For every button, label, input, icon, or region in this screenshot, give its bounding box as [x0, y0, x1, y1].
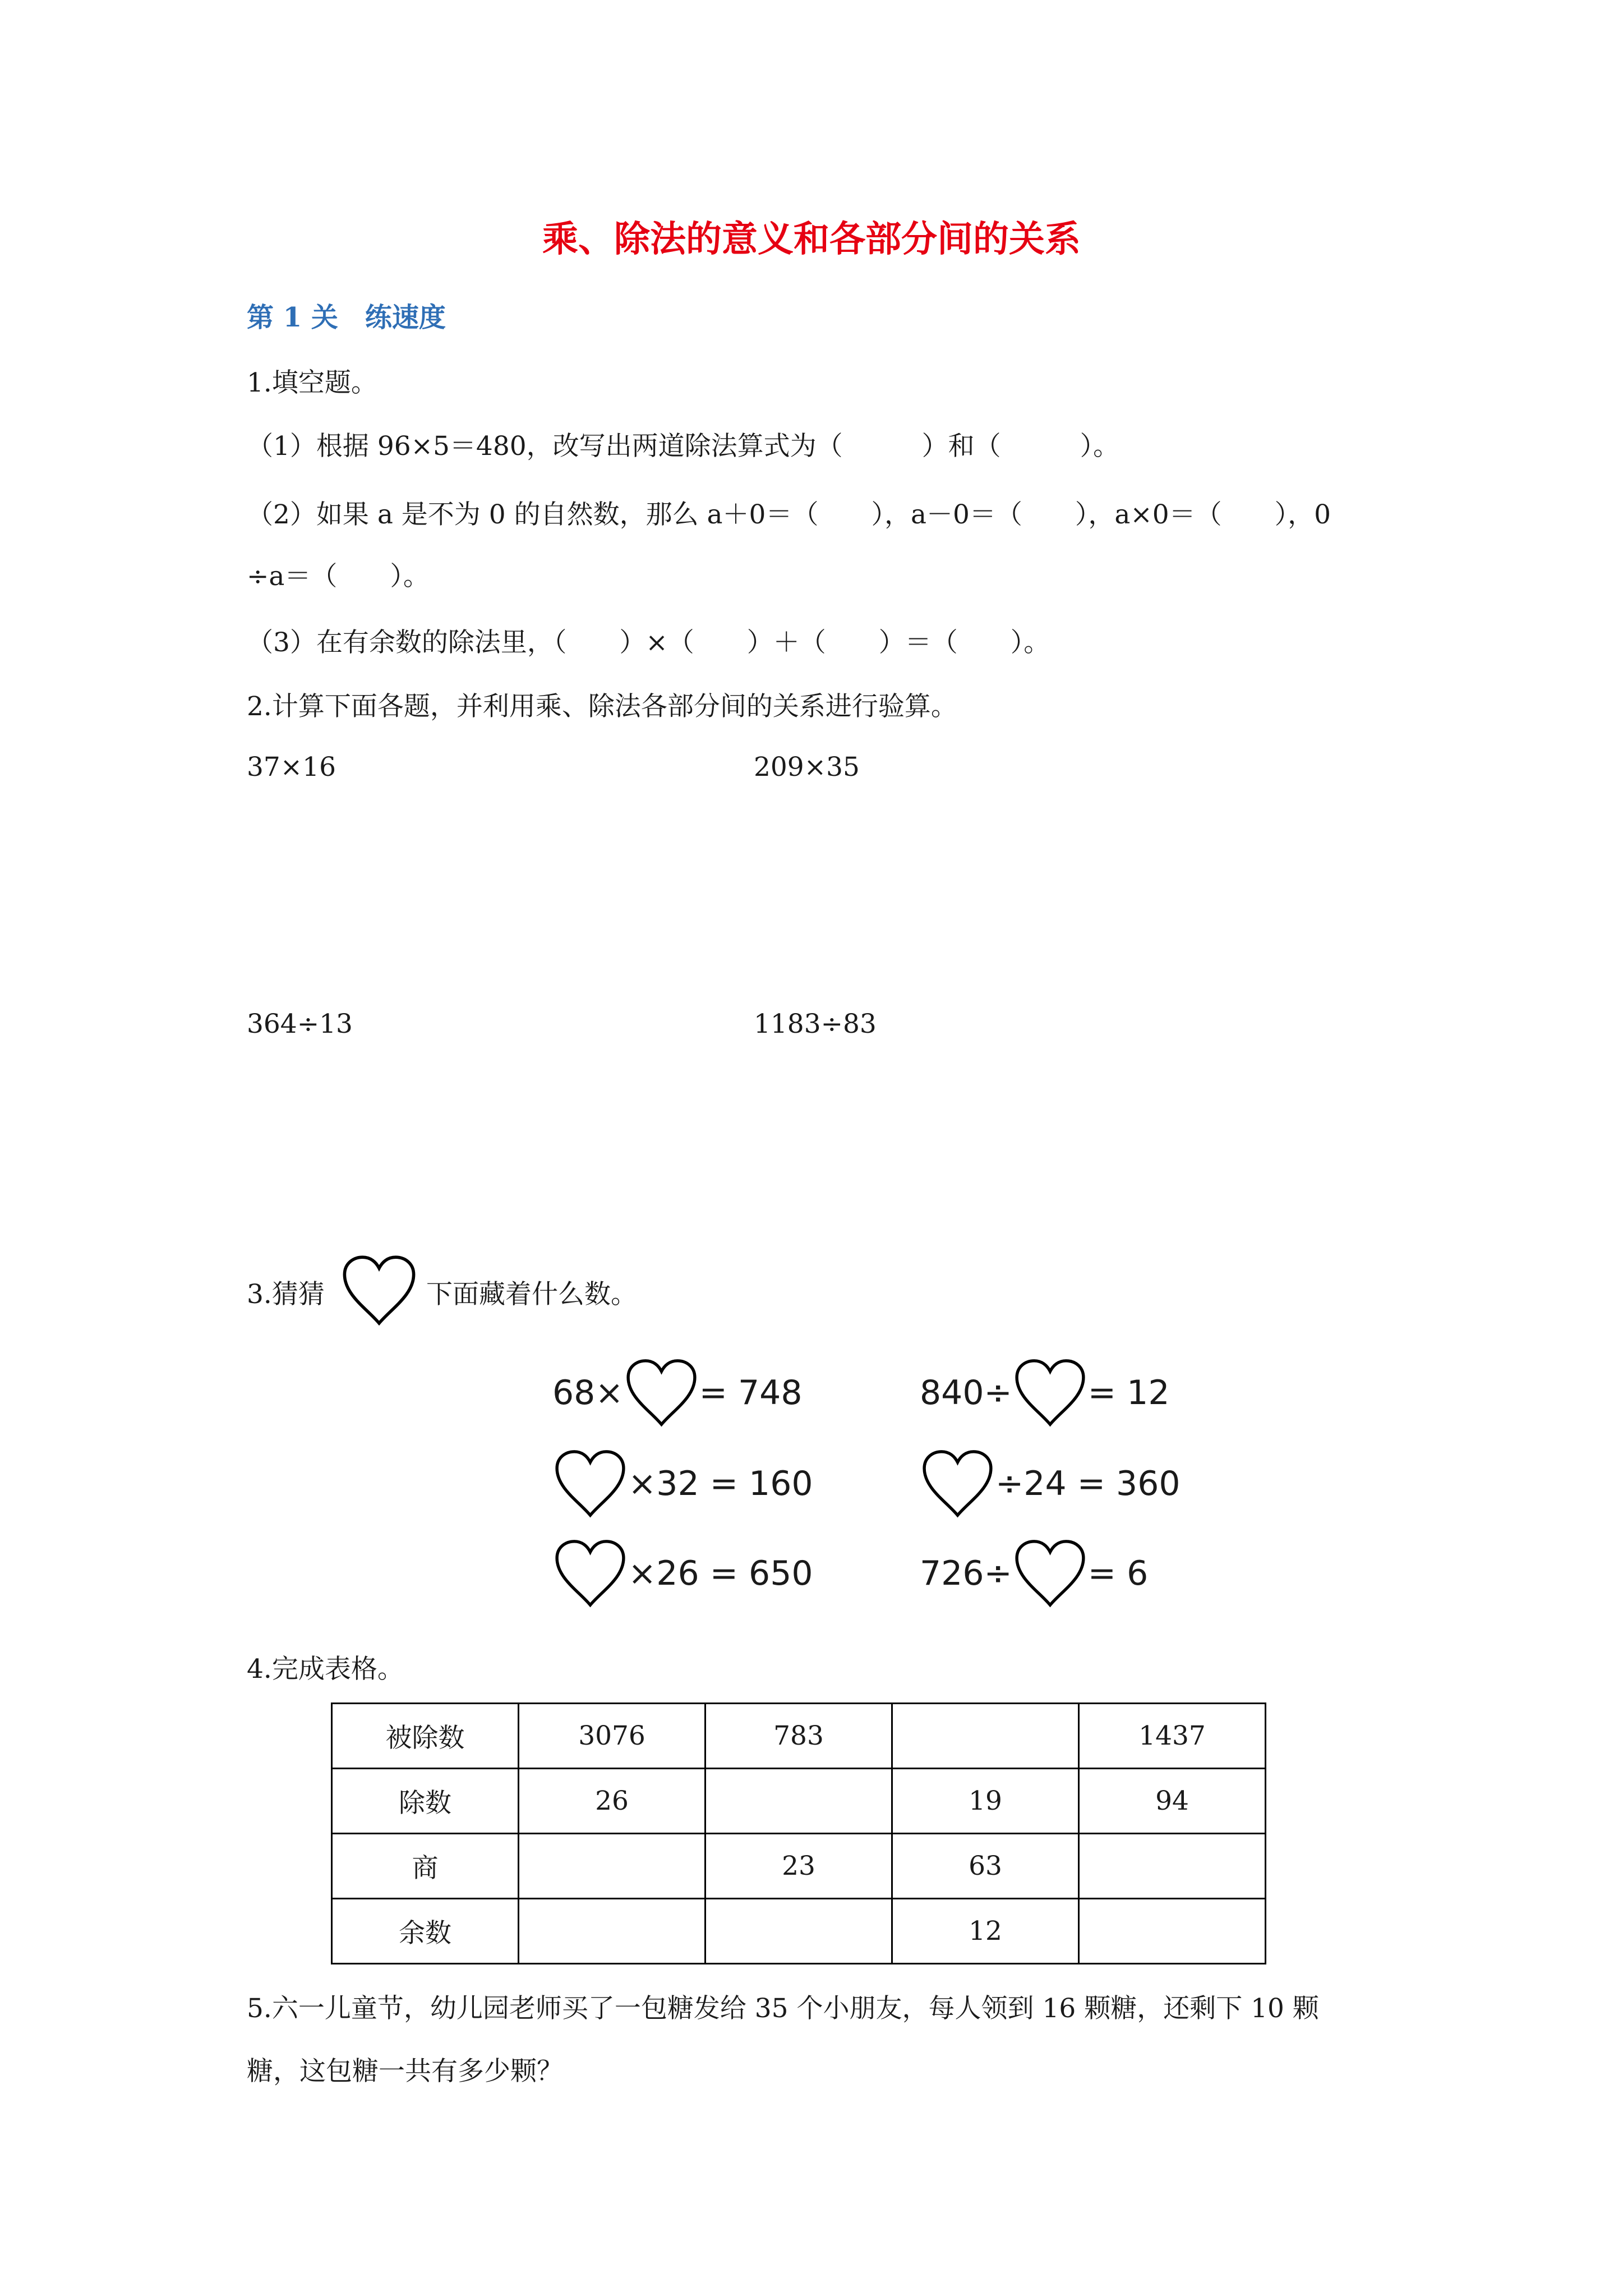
table-cell[interactable]: [706, 1899, 892, 1964]
q2-heading: 2.计算下面各题，并利用乘、除法各部分间的关系进行验算。: [247, 691, 957, 722]
q3-equation-6: [920, 1538, 1148, 1608]
heart-outline-icon: [552, 1538, 628, 1608]
q2-item-3: 364÷13: [247, 1009, 353, 1039]
table-cell[interactable]: 19: [892, 1769, 1079, 1834]
heart-outline-icon: [920, 1448, 995, 1519]
row-label-remainder: 余数: [332, 1899, 519, 1964]
equation-suffix: = 748: [699, 1373, 803, 1412]
q1-part1: （1）根据 96×5＝480，改写出两道除法算式为（ ）和（ ）。: [247, 431, 1120, 462]
q3-heading-before: 3.猜猜: [247, 1279, 325, 1310]
section-heading: 第 1 关 练速度: [247, 302, 446, 333]
equation-prefix: 840÷: [920, 1373, 1012, 1412]
q3-heading-after: 下面藏着什么数。: [426, 1279, 637, 1310]
table-row: [332, 1769, 1266, 1834]
q5-line2: 糖，这包糖一共有多少颗？: [247, 2056, 563, 2087]
table-cell[interactable]: 12: [892, 1899, 1079, 1964]
q3-equation-2: [920, 1358, 1170, 1428]
heart-outline-icon: [624, 1358, 699, 1428]
table-cell[interactable]: [1079, 1834, 1266, 1899]
row-label-divisor: 除数: [332, 1769, 519, 1834]
heart-outline-icon: [1012, 1538, 1088, 1608]
q1-part2-line1: （2）如果 a 是不为 0 的自然数，那么 a＋0＝（ ），a－0＝（ ），a×0＝（ ），0: [247, 499, 1331, 530]
q3-equation-5: [552, 1538, 813, 1608]
q1-part3: （3）在有余数的除法里，（ ）×（ ）＋（ ）＝（ ）。: [247, 627, 1050, 658]
table-row: [332, 1704, 1266, 1769]
division-table: [331, 1703, 1266, 1964]
table-cell[interactable]: 23: [706, 1834, 892, 1899]
row-label-dividend: 被除数: [332, 1704, 519, 1769]
table-cell[interactable]: 3076: [519, 1704, 706, 1769]
heart-outline-icon: [340, 1254, 418, 1327]
q1-heading: 1.填空题。: [247, 367, 377, 398]
table-row: [332, 1834, 1266, 1899]
table-cell[interactable]: [519, 1899, 706, 1964]
equation-prefix: 68×: [552, 1373, 624, 1412]
table-cell[interactable]: [519, 1834, 706, 1899]
q4-heading: 4.完成表格。: [247, 1654, 404, 1685]
table-cell[interactable]: 1437: [1079, 1704, 1266, 1769]
table-cell[interactable]: 94: [1079, 1769, 1266, 1834]
table-cell[interactable]: 26: [519, 1769, 706, 1834]
equation-suffix: ÷24 = 360: [995, 1464, 1181, 1503]
table-cell[interactable]: [892, 1704, 1079, 1769]
table-row: [332, 1899, 1266, 1964]
q5-line1: 5.六一儿童节，幼儿园老师买了一包糖发给 35 个小朋友，每人领到 16 颗糖，还剩下 10 颗: [247, 1993, 1319, 2024]
q3-equation-3: [552, 1448, 813, 1519]
table-cell[interactable]: [1079, 1899, 1266, 1964]
row-label-quotient: 商: [332, 1834, 519, 1899]
equation-suffix: ×32 = 160: [628, 1464, 813, 1503]
table-cell[interactable]: [706, 1769, 892, 1834]
q2-item-2: 209×35: [754, 752, 860, 783]
q3-equation-4: [920, 1448, 1181, 1519]
heart-outline-icon: [552, 1448, 628, 1519]
table-cell[interactable]: 63: [892, 1834, 1079, 1899]
equation-suffix: = 6: [1087, 1553, 1149, 1593]
page-title: 乘、除法的意义和各部分间的关系: [542, 218, 1081, 260]
heart-outline-icon: [1012, 1358, 1088, 1428]
equation-prefix: 726÷: [920, 1553, 1012, 1593]
q1-part2-line2: ÷a＝（ ）。: [247, 561, 430, 592]
q3-equation-1: [552, 1358, 803, 1428]
equation-suffix: ×26 = 650: [628, 1553, 813, 1593]
q2-item-1: 37×16: [247, 752, 336, 783]
equation-suffix: = 12: [1087, 1373, 1170, 1412]
q2-item-4: 1183÷83: [754, 1009, 877, 1039]
table-cell[interactable]: 783: [706, 1704, 892, 1769]
